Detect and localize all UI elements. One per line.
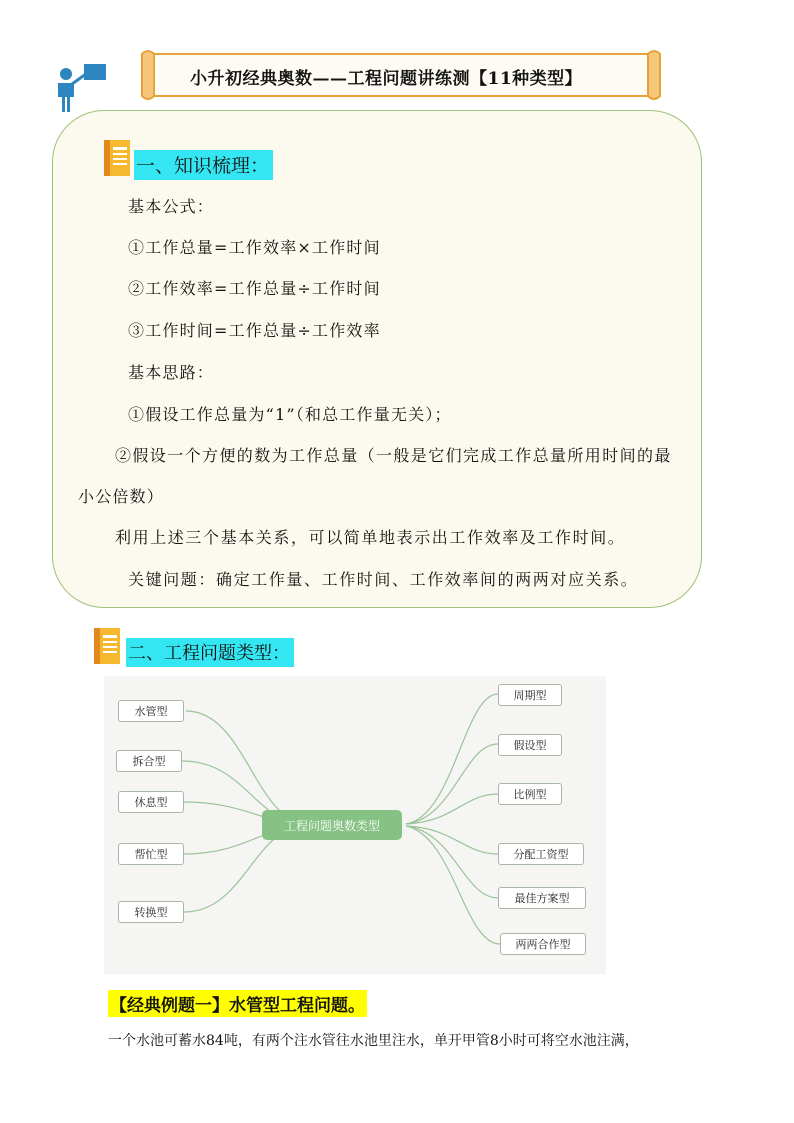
book-icon	[102, 138, 132, 178]
mindmap-node: 周期型	[498, 684, 562, 706]
title-scroll-banner	[140, 46, 662, 102]
formula-2: ②工作效率=工作总量÷工作时间	[128, 279, 381, 298]
thinking-label: 基本思路：	[128, 363, 215, 382]
section-heading-knowledge: 一、知识梳理：	[134, 150, 273, 180]
mindmap-node: 拆合型	[116, 750, 182, 772]
mindmap-node: 最佳方案型	[498, 887, 586, 909]
example-text: 一个水池可蓄水84吨，有两个注水管往水池里注水，单开甲管8小时可将空水池注满，	[108, 1033, 639, 1049]
book-icon	[92, 626, 122, 666]
key-problem-text: 关键问题：确定工作量、工作时间、工作效率间的两两对应关系。	[128, 570, 639, 589]
mindmap-node: 帮忙型	[118, 843, 184, 865]
mindmap-node: 两两合作型	[500, 933, 586, 955]
engineering-types-mindmap	[104, 676, 606, 974]
teacher-presentation-icon	[54, 62, 110, 114]
mindmap-node: 水管型	[118, 700, 184, 722]
formula-label: 基本公式：	[128, 197, 215, 216]
thinking-2-line2: 小公倍数）	[78, 487, 165, 506]
mindmap-center-node: 工程问题奥数类型	[262, 810, 402, 840]
formula-3: ③工作时间=工作总量÷工作效率	[128, 321, 381, 340]
thinking-1: ①假设工作总量为“1”（和总工作量无关）；	[128, 405, 452, 424]
example-title: 【经典例题一】水管型工程问题。	[108, 990, 367, 1017]
page-title: 小升初经典奥数——工程问题讲练测【11种类型】	[190, 69, 583, 89]
mindmap-node: 休息型	[118, 791, 184, 813]
section-heading-types: 二、工程问题类型：	[126, 638, 294, 667]
mindmap-node: 转换型	[118, 901, 184, 923]
mindmap-node: 假设型	[498, 734, 562, 756]
mindmap-node: 比例型	[498, 783, 562, 805]
thinking-2-line1: ②假设一个方便的数为工作总量（一般是它们完成工作总量所用时间的最	[115, 446, 672, 465]
summary-text: 利用上述三个基本关系，可以简单地表示出工作效率及工作时间。	[115, 528, 626, 547]
formula-1: ①工作总量=工作效率×工作时间	[128, 238, 381, 257]
mindmap-node: 分配工资型	[498, 843, 584, 865]
